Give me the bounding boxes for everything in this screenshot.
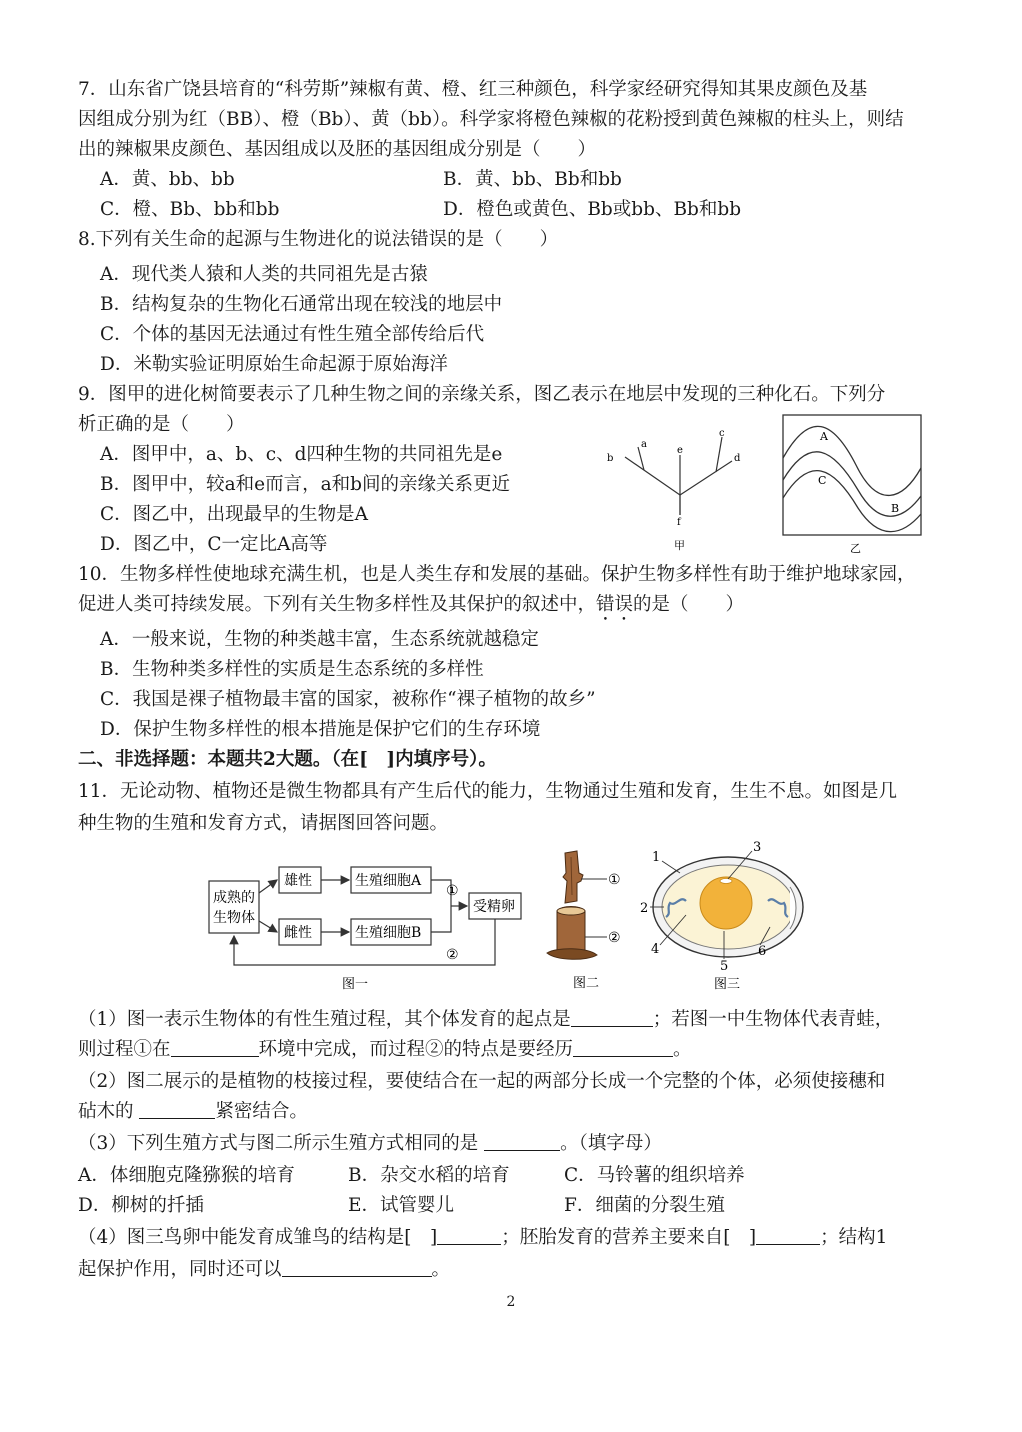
q11-part4-text-a: （4）图三鸟卵中能发育成雏鸟的结构是[ ] <box>78 1227 438 1248</box>
flow-female-label: 雌性 <box>284 925 312 941</box>
answer-blank-metamorphosis[interactable] <box>573 1038 673 1057</box>
q10-stem-line-1: 10．生物多样性使地球充满生机，也是人类生存和发展的基础。保护生物多样性有助于维护地球家园， <box>78 564 916 585</box>
q10-stem-part-1: 促进人类可持续发展。下列有关生物多样性及其保护的叙述中， <box>78 594 597 615</box>
q7-option-d[interactable]: D．橙色或黄色、Bb或bb、Bb和bb <box>443 199 742 220</box>
graft-label-2: ② <box>608 930 621 946</box>
flow-male-label: 雄性 <box>284 873 312 889</box>
q9-option-c[interactable]: C．图乙中，出现最早的生物是A <box>100 504 369 525</box>
graft-caption: 图二 <box>573 976 600 991</box>
answer-blank-embryo[interactable] <box>437 1226 501 1245</box>
q11-part4-text-c: ；结构1 <box>820 1227 888 1248</box>
q10-stem-line-2 <box>78 593 950 625</box>
q8-option-c[interactable]: C．个体的基因无法通过有性生殖全部传给后代 <box>100 324 485 345</box>
strata-label-a: A <box>820 430 828 443</box>
reproduction-flowchart <box>205 855 525 995</box>
q11-stem-line-1: 11．无论动物、植物还是微生物都具有产生后代的能力，生物通过生殖和发育，生生不息。如图是几 <box>78 781 898 802</box>
q11-part4-line-1 <box>78 1226 950 1250</box>
q11-part3-text-b: 。（填字母） <box>560 1133 662 1154</box>
answer-blank-letters[interactable] <box>484 1132 560 1151</box>
q10-option-a[interactable]: A．一般来说，生物的种类越丰富，生态系统就越稳定 <box>100 629 539 650</box>
q11-part4-line-2 <box>78 1258 950 1282</box>
q11-part3-option-e[interactable]: E．试管婴儿 <box>348 1195 455 1216</box>
q10-stem-part-2: 的是（ ） <box>633 594 745 615</box>
egg-label-3: 3 <box>753 840 762 855</box>
flow-caption: 图一 <box>342 977 369 992</box>
strata-caption: 乙 <box>850 542 861 555</box>
flow-organism-line-2: 生物体 <box>213 910 255 926</box>
q8-option-d[interactable]: D．米勒实验证明原始生命起源于原始海洋 <box>100 354 448 375</box>
answer-blank-shell-function[interactable] <box>282 1258 432 1277</box>
q11-part4-text-e: 。 <box>431 1259 451 1280</box>
q9-option-b[interactable]: B．图甲中，较a和e而言，a和b间的亲缘关系更近 <box>100 474 510 495</box>
section-2-heading: 二、非选择题：本题共2大题。（在[ ]内填序号）。 <box>78 749 497 770</box>
q9-option-a[interactable]: A．图甲中，a、b、c、d四种生物的共同祖先是e <box>100 444 503 465</box>
q11-part3-text-a: （3）下列生殖方式与图二所示生殖方式相同的是 <box>78 1133 479 1154</box>
q11-part1-text-d: 环境中完成，而过程②的特点是要经历 <box>258 1039 574 1060</box>
tree-caption: 甲 <box>674 539 685 552</box>
answer-blank-cambium[interactable] <box>139 1100 215 1119</box>
flow-cell-b-label: 生殖细胞B <box>355 925 422 941</box>
page-number: 2 <box>506 1294 516 1310</box>
q11-part2-line-2 <box>78 1100 950 1124</box>
q7-stem-line-2: 因组成分别为红（BB）、橙（Bb）、黄（bb）。科学家将橙色辣椒的花粉授到黄色辣椒的柱头上，则结 <box>78 109 904 130</box>
q11-part2-text-b: 砧木的 <box>78 1101 134 1122</box>
q11-part3-option-d[interactable]: D．柳树的扦插 <box>78 1195 204 1216</box>
tree-label-f: f <box>677 517 681 528</box>
q11-part4-text-b: ；胚胎发育的营养主要来自[ ] <box>501 1227 757 1248</box>
answer-blank-yolk[interactable] <box>756 1226 820 1245</box>
q10-option-d[interactable]: D．保护生物多样性的根本措施是保护它们的生存环境 <box>100 719 541 740</box>
egg-label-1: 1 <box>652 850 661 865</box>
egg-label-4: 4 <box>651 942 660 957</box>
q8-option-a[interactable]: A．现代类人猿和人类的共同祖先是古猿 <box>100 264 428 285</box>
egg-label-5: 5 <box>720 959 729 974</box>
q11-part1-line-1 <box>78 1008 950 1032</box>
q10-option-b[interactable]: B．生物种类多样性的实质是生态系统的多样性 <box>100 659 484 680</box>
egg-caption: 图三 <box>714 977 741 992</box>
q8-option-b[interactable]: B．结构复杂的生物化石通常出现在较浅的地层中 <box>100 294 503 315</box>
flow-organism-line-1: 成熟的 <box>213 890 255 906</box>
answer-blank-zygote[interactable] <box>571 1008 653 1027</box>
q7-option-c[interactable]: C．橙、Bb、bb和bb <box>100 199 280 220</box>
q11-part1-text-b: ；若图一中生物体代表青蛙， <box>652 1009 894 1030</box>
flow-step-1: ① <box>446 883 459 899</box>
flow-zygote-label: 受精卵 <box>473 899 515 915</box>
tree-label-c: c <box>719 428 725 439</box>
grafting-figure <box>535 845 645 995</box>
tree-label-b: b <box>607 453 614 464</box>
rock-strata-figure <box>778 410 928 558</box>
tree-label-a: a <box>641 439 647 450</box>
evolution-tree-figure <box>600 425 760 555</box>
answer-blank-environment[interactable] <box>171 1038 259 1057</box>
bird-egg-figure <box>640 835 820 995</box>
flow-cell-a-label: 生殖细胞A <box>355 873 422 889</box>
tree-label-d: d <box>734 453 741 464</box>
strata-label-c: C <box>818 474 827 487</box>
q11-part3-option-c[interactable]: C．马铃薯的组织培养 <box>564 1165 745 1186</box>
q7-option-a[interactable]: A．黄、bb、bb <box>100 169 235 190</box>
q10-option-c[interactable]: C．我国是裸子植物最丰富的国家，被称作“裸子植物的故乡” <box>100 689 596 710</box>
egg-label-6: 6 <box>758 944 767 959</box>
q10-stem-emphasis: 错误 <box>596 594 634 615</box>
q11-part3-option-f[interactable]: F．细菌的分裂生殖 <box>564 1195 725 1216</box>
q11-part4-text-d: 起保护作用，同时还可以 <box>78 1259 282 1280</box>
q11-part2-line-1: （2）图二展示的是植物的枝接过程，要使结合在一起的两部分长成一个完整的个体，必须使接穗和 <box>78 1071 886 1092</box>
q11-part2-text-c: 紧密结合。 <box>215 1101 308 1122</box>
q9-stem-line-1: 9．图甲的进化树简要表示了几种生物之间的亲缘关系，图乙表示在地层中发现的三种化石。下列分 <box>78 384 886 405</box>
q8-stem: 8.下列有关生命的起源与生物进化的说法错误的是（ ） <box>78 229 559 250</box>
q9-option-d[interactable]: D．图乙中，C一定比A高等 <box>100 534 328 555</box>
q11-part3-line-1 <box>78 1132 950 1156</box>
q11-part1-text-a: （1）图一表示生物体的有性生殖过程，其个体发育的起点是 <box>78 1009 571 1030</box>
q11-part3-option-a[interactable]: A．体细胞克隆猕猴的培育 <box>78 1165 295 1186</box>
q11-stem-line-2: 种生物的生殖和发育方式，请据图回答问题。 <box>78 813 449 834</box>
q7-stem-line-1: 7．山东省广饶县培育的“科劳斯”辣椒有黄、橙、红三种颜色，科学家经研究得知其果皮颜色及基 <box>78 79 868 100</box>
q11-part1-text-e: 。 <box>673 1039 692 1060</box>
q7-option-b[interactable]: B．黄、bb、Bb和bb <box>443 169 622 190</box>
q11-part1-line-2 <box>78 1038 950 1062</box>
q7-stem-line-3: 出的辣椒果皮颜色、基因组成以及胚的基因组成分别是（ ） <box>78 139 597 160</box>
graft-label-1: ① <box>608 872 621 888</box>
egg-label-2: 2 <box>640 901 649 916</box>
q9-stem-line-2: 析正确的是（ ） <box>78 414 245 435</box>
flow-step-2: ② <box>446 947 459 963</box>
q11-part3-option-b[interactable]: B．杂交水稻的培育 <box>348 1165 510 1186</box>
tree-label-e: e <box>677 445 683 456</box>
strata-label-b: B <box>891 502 900 515</box>
q11-part1-text-c: 则过程①在 <box>78 1039 171 1060</box>
